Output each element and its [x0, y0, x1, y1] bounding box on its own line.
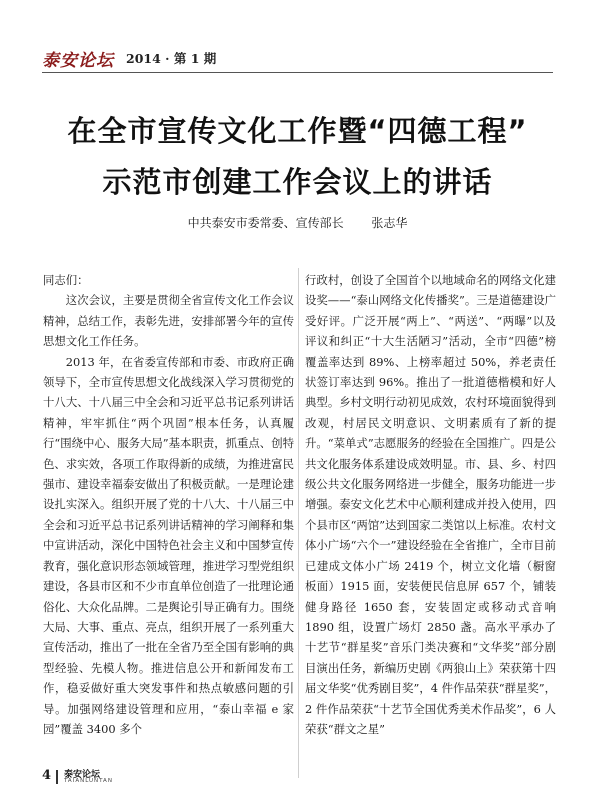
author-title: 中共泰安市委常委、宣传部长 [187, 216, 344, 230]
body-paragraph: 2013 年，在省委宣传部和市委、市政府正确领导下，全市宣传思想文化战线深入学习贯彻党的十八大、十八届三中全会和习近平总书记系列讲话精神，牢牢抓住“两个巩固”根本任务，认真履行“围绕中心、服务大局”基本职责，抓重点、创特色、求实效，各项工作取得新的成绩，为推进富民强市、建设幸福泰安做出了积极贡献。一是理论建设扎实深入。组织开展了党的十八大、十八届三中全会和习近平总书记系列讲话精神的学习阐释和集中宣讲活动，深化中国特色社会主义和中国梦宣传教育，强化意识形态领域管理，推进学习型党组织建设，各县市区和不少市直单位创造了一批理论通俗化、大众化品牌。二是舆论引导正确有力。围绕大局、大事、重点、亮点，组织开展了一系列重大宣传活动，推出了一批在全省乃至全国有影响的典型经验、先模人物。推进信息公开和新闻发布工作，稳妥做好重大突发事件和热点敏感问题的引导。加强网络建设管理和应用，“泰山幸福 e 家园”覆盖 3400 多个 [43, 354, 294, 736]
body-paragraph: 行政村，创设了全国首个以地域命名的网络文化建设奖——“泰山网络文化传播奖”。三是道德建设广受好评。广泛开展“两上”、“两送”、“两曝”以及评议和纠正“十大生活陋习”活动，全市“四德”榜覆盖率达到 89%、上榜率超过 50%，养老责任状签订率达到 96%。推出了一批道德楷模和好人典型。乡村文明行动初见成效，农村环境面貌得到改观，村居民文明意识、文明素质有了新的提升。“菜单式”志愿服务的经验在全国推广。四是公共文化服务体系建设成效明显。市、县、乡、村四级公共文化服务网络进一步健全，服务功能进一步增强。泰安文化艺术中心顺利建成并投入使用，四个县市区“两馆”达到国家二类馆以上标准。农村文体小广场“六个一”建设经验在全省推广，全市目前已建成文体小广场 2419 个，树立文化墙（橱窗板面）1915 面，安装便民信息屏 657 个，铺装健身路径 1650 套，安装固定或移动式音响 1890 组，设置广场灯 2850 盏。高水平承办了十艺节“群星奖”音乐门类决赛和“文华奖”部分剧目演出任务，新编历史剧《两狼山上》荣获第十四届文华奖“优秀剧目奖”，4 件作品荣获“群星奖”，2 件作品荣获“十艺节全国优秀美术作品奖”，6 人荣获“群文之星” [305, 273, 556, 736]
page-footer [42, 768, 553, 786]
body-column-left [43, 270, 294, 739]
body-paragraph: 这次会议，主要是贯彻全省宣传文化工作会议精神，总结工作，表彰先进，安排部署今年的宣传思想文化工作任务。 [43, 293, 294, 349]
footer-rule [56, 770, 58, 784]
page-number: 4 [42, 768, 52, 783]
page-header [42, 46, 553, 74]
issue-number: 2014 · 第 1 期 [126, 51, 217, 66]
article-title-line1: 在全市宣传文化工作暨“四德工程” [67, 114, 528, 148]
salutation: 同志们： [43, 273, 89, 287]
author-line [0, 214, 595, 231]
footer-journal-pinyin: TAIANLUNTAN [64, 778, 113, 784]
journal-name: 泰安论坛 [42, 51, 114, 71]
column-divider [298, 268, 299, 778]
header-rule [42, 72, 553, 73]
footer-journal-name: 泰安论坛 [64, 770, 101, 780]
body-column-right [305, 270, 556, 739]
author-name: 张志华 [371, 216, 408, 230]
article-title-line2: 示范市创建工作会议上的讲话 [102, 165, 493, 199]
